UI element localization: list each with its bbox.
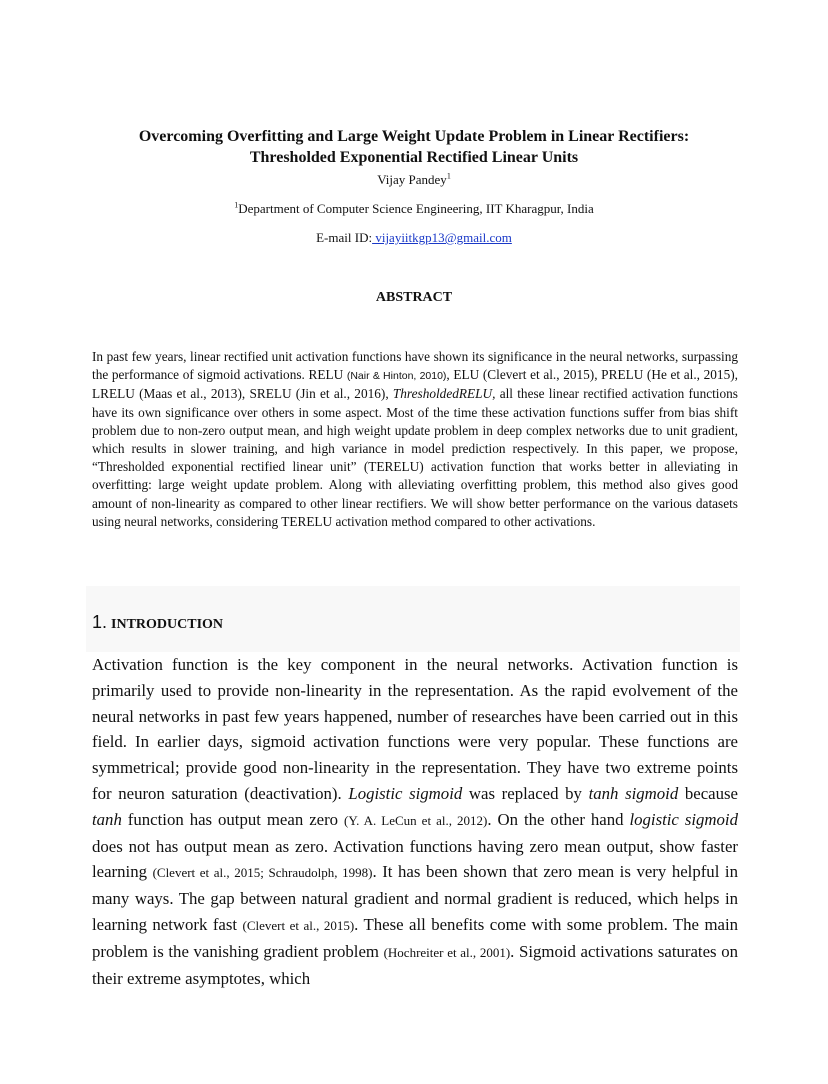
abstract-paragraph bbox=[92, 348, 738, 531]
citation: (Clevert et al., 2015; Schraudolph, 1998) bbox=[152, 865, 373, 881]
section-title: INTRODUCTION bbox=[111, 617, 224, 632]
author-name: Vijay Pandey bbox=[377, 172, 447, 187]
abstract-italic: ThresholdedRELU, bbox=[392, 386, 496, 402]
body-text: because bbox=[678, 783, 738, 803]
body-text: function has output mean zero bbox=[121, 809, 345, 829]
italic-term: tanh bbox=[92, 809, 122, 829]
abstract-text: all these linear rectified activation functions have its own significance over others in some aspect. Most of the time these activation functions suffer from bias shift problem due to non-zero output mean, and high weight update problem in deep complex networks due to unit gradient, which results in slower training, and high variance in model prediction respectively. In this paper, we propose, “Thresholded exponential rectified linear unit” (TERELU) activation function that works better in alleviating in overfitting: large weight update problem. Along with alleviating overfitting problem, this method also gives good amount of non-linearity as compared to other linear rectifiers. We will show better performance on the various datasets using neural networks, considering TERELU activation method compared to other activations. bbox=[92, 386, 738, 529]
body-text: . These all benefits come with some problem. The main problem is the vanishing gradient problem bbox=[92, 914, 738, 961]
body-text: Activation function is the key component in the neural networks. Activation function is primarily used to provide non-linearity in the representation. As the rapid evolvement of the neural networks in past few years happened, number of researches have been carried out in this field. In earlier days, sigmoid activation functions were very popular. These functions are symmetrical; provide good non-linearity in the representation. They have two extreme points for neuron saturation (deactivation). bbox=[92, 655, 738, 803]
body-text: . Sigmoid activations saturates on their extreme asymptotes, which bbox=[92, 941, 738, 988]
section-number: 1. bbox=[92, 612, 108, 632]
body-text: was replaced by bbox=[462, 783, 589, 803]
italic-term: logistic sigmoid bbox=[629, 809, 738, 829]
title-line-2: Thresholded Exponential Rectified Linear Units bbox=[249, 149, 579, 166]
affiliation-superscript: 1 bbox=[234, 200, 239, 210]
abstract-heading: ABSTRACT bbox=[375, 290, 453, 305]
body-text: . On the other hand bbox=[487, 809, 630, 829]
email-link[interactable]: vijayiitkgp13@gmail.com bbox=[372, 230, 512, 245]
abstract-text: In past few years, linear rectified unit activation functions have shown its significance in the neural networks, surpassing the performance of sigmoid activations. RELU bbox=[92, 349, 738, 383]
italic-term: tanh sigmoid bbox=[588, 783, 679, 803]
affiliation-text: Department of Computer Science Engineering, IIT Kharagpur, India bbox=[238, 201, 594, 216]
email-line bbox=[0, 230, 828, 246]
author-line bbox=[0, 172, 828, 188]
citation: (Y. A. LeCun et al., 2012) bbox=[344, 812, 488, 828]
section-heading bbox=[92, 612, 223, 633]
abstract-text: , ELU (Clevert et al., 2015), PRELU (He et al., 2015), LRELU (Maas et al., 2013), SRELU (Jin et al., 2016), bbox=[92, 367, 738, 402]
author-superscript: 1 bbox=[446, 171, 451, 181]
affiliation-line bbox=[0, 201, 828, 217]
citation: (Hochreiter et al., 2001) bbox=[383, 944, 511, 960]
paper-title bbox=[80, 126, 748, 168]
email-label: E-mail ID: bbox=[316, 230, 373, 245]
title-line-1: Overcoming Overfitting and Large Weight Update Problem in Linear Rectifiers: bbox=[138, 128, 690, 145]
citation: (Clevert et al., 2015) bbox=[242, 917, 355, 933]
body-text: does not has output mean as zero. Activation functions having zero mean output, show faster learning bbox=[92, 836, 738, 882]
body-text: . It has been shown that zero mean is very helpful in many ways. The gap between natural gradient and normal gradient is reduced, which helps in learning network fast bbox=[92, 862, 738, 934]
citation: (Nair & Hinton, 2010) bbox=[346, 370, 447, 383]
italic-term: Logistic sigmoid bbox=[348, 783, 463, 803]
introduction-paragraph bbox=[92, 652, 738, 991]
